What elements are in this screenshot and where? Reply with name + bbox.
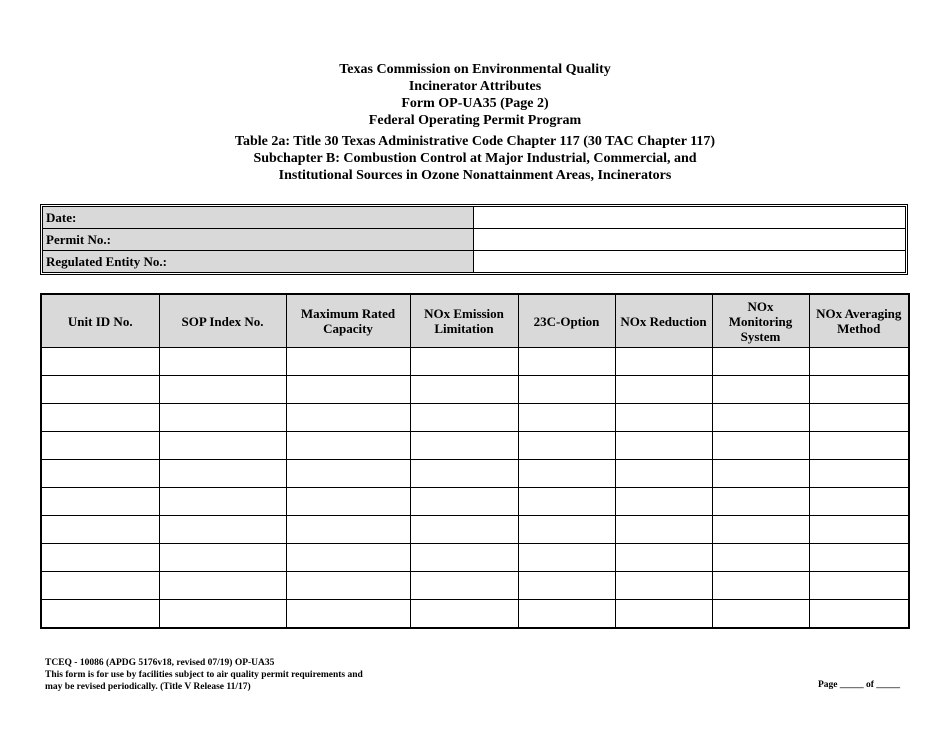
cell-nox-emission-limitation[interactable] [410,460,518,488]
cell-sop-index[interactable] [159,432,286,460]
cell-unit-id[interactable] [41,460,159,488]
cell-sop-index[interactable] [159,516,286,544]
cell-nox-reduction[interactable] [615,432,712,460]
form-footer [45,657,363,693]
agency-name: Texas Commission on Environmental Quality [339,62,611,77]
cell-nox-monitoring-system[interactable] [712,432,809,460]
cell-nox-reduction[interactable] [615,348,712,376]
table-title [0,133,950,184]
cell-unit-id[interactable] [41,572,159,600]
entity-row [43,251,905,272]
cell-nox-averaging-method[interactable] [809,404,909,432]
cell-unit-id[interactable] [41,488,159,516]
date-field[interactable] [474,207,905,229]
footer-note-line-1: This form is for use by facilities subject to air quality permit requirements and [45,670,363,680]
cell-sop-index[interactable] [159,488,286,516]
cell-nox-reduction[interactable] [615,404,712,432]
cell-nox-reduction[interactable] [615,376,712,404]
cell-nox-emission-limitation[interactable] [410,404,518,432]
table-row [41,376,909,404]
cell-nox-averaging-method[interactable] [809,432,909,460]
cell-max-rated-capacity[interactable] [286,460,410,488]
cell-unit-id[interactable] [41,376,159,404]
page-number: Page _____ of _____ [818,680,901,690]
col-header-nox-emission-limitation: NOx Emission Limitation [410,294,518,348]
table-row [41,544,909,572]
table-title-line-3: Institutional Sources in Ozone Nonattainment Areas, Incinerators [278,168,672,183]
cell-23c-option[interactable] [518,544,615,572]
table-row [41,432,909,460]
table-row [41,460,909,488]
cell-nox-monitoring-system[interactable] [712,348,809,376]
cell-nox-reduction[interactable] [615,516,712,544]
cell-nox-emission-limitation[interactable] [410,600,518,629]
cell-nox-monitoring-system[interactable] [712,600,809,629]
form-number: Form OP-UA35 (Page 2) [401,96,549,111]
permit-row [43,229,905,251]
table-row [41,348,909,376]
cell-nox-emission-limitation[interactable] [410,572,518,600]
table-title-line-2: Subchapter B: Combustion Control at Major Industrial, Commercial, and [253,151,697,166]
col-header-nox-reduction: NOx Reduction [615,294,712,348]
cell-unit-id[interactable] [41,544,159,572]
cell-max-rated-capacity[interactable] [286,488,410,516]
cell-nox-emission-limitation[interactable] [410,348,518,376]
table-row [41,488,909,516]
cell-unit-id[interactable] [41,348,159,376]
table-header-row [41,294,909,348]
cell-max-rated-capacity[interactable] [286,516,410,544]
table-row [41,516,909,544]
cell-nox-averaging-method[interactable] [809,376,909,404]
cell-max-rated-capacity[interactable] [286,572,410,600]
cell-nox-emission-limitation[interactable] [410,488,518,516]
cell-nox-averaging-method[interactable] [809,544,909,572]
cell-unit-id[interactable] [41,516,159,544]
cell-23c-option[interactable] [518,348,615,376]
cell-nox-reduction[interactable] [615,600,712,629]
table-row [41,600,909,629]
table-row [41,404,909,432]
form-header [0,61,950,129]
table-title-line-1: Table 2a: Title 30 Texas Administrative Code Chapter 117 (30 TAC Chapter 117) [234,134,716,149]
cell-nox-monitoring-system[interactable] [712,404,809,432]
cell-nox-averaging-method[interactable] [809,572,909,600]
incinerator-units-table [40,293,910,629]
regulated-entity-label: Regulated Entity No.: [43,251,474,272]
cell-nox-averaging-method[interactable] [809,348,909,376]
cell-23c-option[interactable] [518,460,615,488]
identification-table [40,204,908,275]
col-header-23c-option: 23C-Option [518,294,615,348]
cell-23c-option[interactable] [518,376,615,404]
cell-nox-monitoring-system[interactable] [712,544,809,572]
cell-sop-index[interactable] [159,544,286,572]
cell-nox-monitoring-system[interactable] [712,376,809,404]
cell-nox-reduction[interactable] [615,488,712,516]
regulated-entity-field[interactable] [474,251,905,272]
col-header-unit-id: Unit ID No. [41,294,159,348]
date-label: Date: [43,207,474,229]
cell-23c-option[interactable] [518,488,615,516]
cell-nox-reduction[interactable] [615,572,712,600]
table-row [41,572,909,600]
cell-nox-averaging-method[interactable] [809,488,909,516]
footer-note-line-2: may be revised periodically. (Title V Release 11/17) [45,682,251,692]
cell-max-rated-capacity[interactable] [286,348,410,376]
cell-max-rated-capacity[interactable] [286,432,410,460]
cell-nox-emission-limitation[interactable] [410,516,518,544]
cell-nox-averaging-method[interactable] [809,600,909,629]
col-header-nox-averaging-method: NOx Averaging Method [809,294,909,348]
cell-max-rated-capacity[interactable] [286,376,410,404]
cell-sop-index[interactable] [159,460,286,488]
cell-max-rated-capacity[interactable] [286,600,410,629]
cell-nox-emission-limitation[interactable] [410,376,518,404]
cell-nox-monitoring-system[interactable] [712,516,809,544]
cell-nox-reduction[interactable] [615,460,712,488]
cell-nox-monitoring-system[interactable] [712,572,809,600]
cell-nox-averaging-method[interactable] [809,516,909,544]
cell-nox-monitoring-system[interactable] [712,488,809,516]
col-header-nox-monitoring-system: NOx Monitoring System [712,294,809,348]
permit-number-label: Permit No.: [43,229,474,251]
cell-nox-monitoring-system[interactable] [712,460,809,488]
cell-unit-id[interactable] [41,404,159,432]
cell-sop-index[interactable] [159,348,286,376]
cell-23c-option[interactable] [518,572,615,600]
cell-23c-option[interactable] [518,516,615,544]
cell-23c-option[interactable] [518,404,615,432]
cell-unit-id[interactable] [41,600,159,629]
col-header-max-rated-capacity: Maximum Rated Capacity [286,294,410,348]
date-row [43,207,905,229]
cell-23c-option[interactable] [518,600,615,629]
cell-max-rated-capacity[interactable] [286,544,410,572]
cell-nox-reduction[interactable] [615,544,712,572]
footer-form-id: TCEQ - 10086 (APDG 5176v18, revised 07/19) OP-UA35 [45,658,275,668]
cell-sop-index[interactable] [159,572,286,600]
cell-nox-averaging-method[interactable] [809,460,909,488]
permit-number-field[interactable] [474,229,905,251]
cell-nox-emission-limitation[interactable] [410,544,518,572]
table-body [41,348,909,629]
form-subject: Incinerator Attributes [408,79,542,94]
cell-unit-id[interactable] [41,432,159,460]
cell-sop-index[interactable] [159,404,286,432]
cell-23c-option[interactable] [518,432,615,460]
cell-sop-index[interactable] [159,600,286,629]
col-header-sop-index: SOP Index No. [159,294,286,348]
cell-nox-emission-limitation[interactable] [410,432,518,460]
cell-max-rated-capacity[interactable] [286,404,410,432]
program-name: Federal Operating Permit Program [368,113,582,128]
cell-sop-index[interactable] [159,376,286,404]
